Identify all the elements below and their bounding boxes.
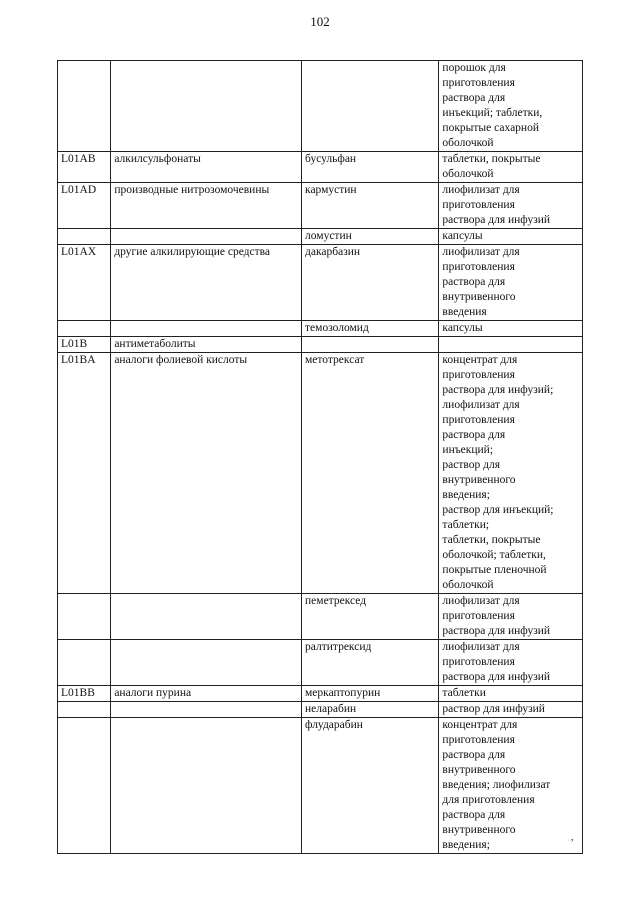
dosage-form-line: лиофилизат для xyxy=(442,641,520,653)
dosage-form-line: лиофилизат для xyxy=(442,184,520,196)
dosage-form-line: раствора для xyxy=(442,429,506,441)
dosage-form-line: приготовления xyxy=(442,414,515,426)
dosage-form-line: раствора для xyxy=(442,276,506,288)
table-row xyxy=(58,686,583,702)
drug-name-cell: кармустин xyxy=(302,183,439,229)
atc-code-cell xyxy=(58,229,111,245)
tick-mark: , xyxy=(571,832,574,843)
dosage-form-line: лиофилизат для xyxy=(442,246,520,258)
dosage-form-line: раствора для xyxy=(442,749,506,761)
dosage-form-line: приготовления xyxy=(442,199,515,211)
dosage-form-line: концентрат для xyxy=(442,354,518,366)
group-name-cell: другие алкилирующие средства xyxy=(111,245,302,321)
dosage-form-line: лиофилизат для xyxy=(442,399,520,411)
atc-code-cell: L01B xyxy=(58,337,111,353)
dosage-form-line: приготовления xyxy=(442,734,515,746)
dosage-form-line: внутривенного xyxy=(442,291,516,303)
dosage-form-line: приготовления xyxy=(442,77,515,89)
drug-name-cell: ралтитрексид xyxy=(302,640,439,686)
dosage-form-line: приготовления xyxy=(442,261,515,273)
atc-code-cell xyxy=(58,594,111,640)
atc-code-cell: L01AB xyxy=(58,152,111,183)
dosage-form-line: для приготовления xyxy=(442,794,535,806)
group-name-cell xyxy=(111,594,302,640)
atc-code-cell xyxy=(58,702,111,718)
atc-code-cell xyxy=(58,61,111,152)
drug-name-cell: ломустин xyxy=(302,229,439,245)
atc-code-cell xyxy=(58,321,111,337)
table-row xyxy=(58,640,583,686)
group-name-cell xyxy=(111,640,302,686)
drug-name-cell: пеметрексед xyxy=(302,594,439,640)
dosage-form-cell xyxy=(439,152,583,183)
group-name-cell: аналоги пурина xyxy=(111,686,302,702)
table-row xyxy=(58,152,583,183)
dosage-form-line: раствора для xyxy=(442,809,506,821)
table-row xyxy=(58,702,583,718)
table-body xyxy=(58,61,583,854)
table-row xyxy=(58,321,583,337)
dosage-form-cell xyxy=(439,229,583,245)
dosage-form-cell xyxy=(439,702,583,718)
dosage-form-line: приготовления xyxy=(442,369,515,381)
drug-name-cell: метотрексат xyxy=(302,353,439,594)
dosage-form-line: раствора для инфузий xyxy=(442,625,551,637)
dosage-form-line: таблетки xyxy=(442,687,486,699)
drug-name-cell: меркаптопурин xyxy=(302,686,439,702)
group-name-cell xyxy=(111,229,302,245)
dosage-form-line: таблетки; xyxy=(442,519,490,531)
dosage-form-line: оболочкой xyxy=(442,137,494,149)
dosage-form-line: раствор для инфузий xyxy=(442,703,545,715)
drug-name-cell: бусульфан xyxy=(302,152,439,183)
group-name-cell xyxy=(111,61,302,152)
dosage-form-line: таблетки, покрытые xyxy=(442,153,541,165)
dosage-form-line: внутривенного xyxy=(442,764,516,776)
dosage-form-line: оболочкой; таблетки, xyxy=(442,549,546,561)
dosage-form-line: раствор для xyxy=(442,459,501,471)
dosage-form-line: раствор для инъекций; xyxy=(442,504,554,516)
table-row xyxy=(58,183,583,229)
drug-name-cell xyxy=(302,61,439,152)
dosage-form-cell xyxy=(439,718,583,854)
table-row xyxy=(58,245,583,321)
drug-name-cell: дакарбазин xyxy=(302,245,439,321)
table-row xyxy=(58,61,583,152)
group-name-cell: антиметаболиты xyxy=(111,337,302,353)
atc-code-cell xyxy=(58,718,111,854)
dosage-form-cell xyxy=(439,61,583,152)
dosage-form-line: введения; лиофилизат xyxy=(442,779,551,791)
page-number: 102 xyxy=(310,14,330,29)
dosage-form-cell xyxy=(439,686,583,702)
dosage-form-line: инъекций; xyxy=(442,444,494,456)
drug-name-cell: неларабин xyxy=(302,702,439,718)
drug-table xyxy=(57,60,583,854)
dosage-form-line: концентрат для xyxy=(442,719,518,731)
dosage-form-cell xyxy=(439,337,583,353)
dosage-form-cell xyxy=(439,353,583,594)
dosage-form-line: покрытые сахарной xyxy=(442,122,539,134)
dosage-form-line: покрытые пленочной xyxy=(442,564,547,576)
atc-code-cell xyxy=(58,640,111,686)
dosage-form-line: оболочкой xyxy=(442,579,494,591)
dosage-form-line: внутривенного xyxy=(442,474,516,486)
dosage-form-cell xyxy=(439,245,583,321)
dosage-form-line: приготовления xyxy=(442,610,515,622)
dosage-form-line: порошок для xyxy=(442,62,506,74)
dosage-form-line: капсулы xyxy=(442,230,483,242)
atc-code-cell: L01BA xyxy=(58,353,111,594)
drug-name-cell xyxy=(302,337,439,353)
group-name-cell: алкилсульфонаты xyxy=(111,152,302,183)
dosage-form-line: инъекций; таблетки, xyxy=(442,107,543,119)
dosage-form-line: приготовления xyxy=(442,656,515,668)
group-name-cell: аналоги фолиевой кислоты xyxy=(111,353,302,594)
dosage-form-cell xyxy=(439,594,583,640)
dosage-form-line: оболочкой xyxy=(442,168,494,180)
table-row xyxy=(58,594,583,640)
dosage-form-line: лиофилизат для xyxy=(442,595,520,607)
dosage-form-line: раствора для инфузий xyxy=(442,214,551,226)
dosage-form-cell xyxy=(439,321,583,337)
dosage-form-line: введения; xyxy=(442,839,490,851)
atc-code-cell: L01AX xyxy=(58,245,111,321)
dosage-form-line: внутривенного xyxy=(442,824,516,836)
dosage-form-line: раствора для инфузий; xyxy=(442,384,554,396)
drug-name-cell: флударабин xyxy=(302,718,439,854)
dosage-form-line: введения; xyxy=(442,489,490,501)
group-name-cell xyxy=(111,702,302,718)
atc-code-cell: L01BB xyxy=(58,686,111,702)
dosage-form-cell xyxy=(439,640,583,686)
drug-name-cell: темозоломид xyxy=(302,321,439,337)
group-name-cell xyxy=(111,718,302,854)
dosage-form-line: капсулы xyxy=(442,322,483,334)
table-row xyxy=(58,353,583,594)
dosage-form-line: таблетки, покрытые xyxy=(442,534,541,546)
group-name-cell xyxy=(111,321,302,337)
table-row xyxy=(58,718,583,854)
table-row xyxy=(58,337,583,353)
atc-code-cell: L01AD xyxy=(58,183,111,229)
dosage-form-line: раствора для xyxy=(442,92,506,104)
dosage-form-cell xyxy=(439,183,583,229)
dosage-form-line: введения xyxy=(442,306,487,318)
group-name-cell: производные нитрозомочевины xyxy=(111,183,302,229)
dosage-form-line: раствора для инфузий xyxy=(442,671,551,683)
table-row xyxy=(58,229,583,245)
